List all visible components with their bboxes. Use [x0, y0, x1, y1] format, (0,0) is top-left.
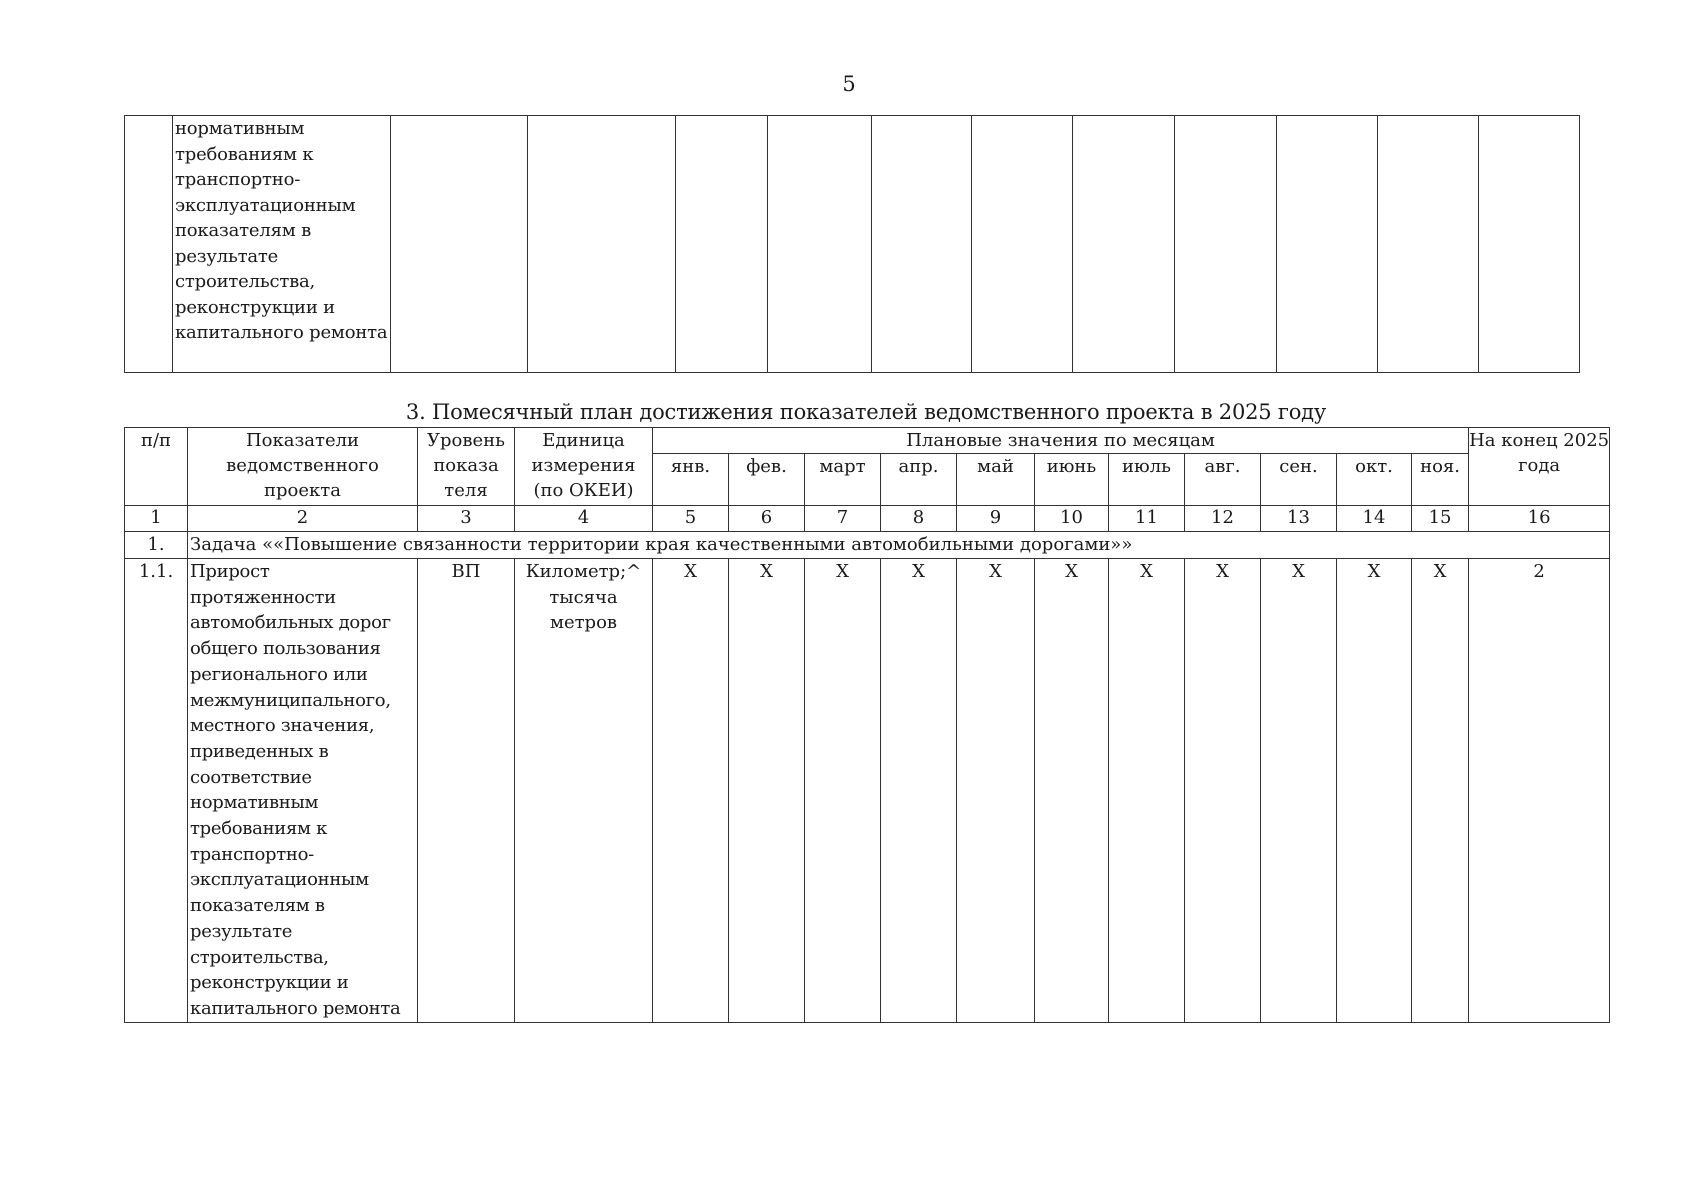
- row-year-end-value: 2: [1469, 559, 1610, 1023]
- row-month-value: X: [1035, 559, 1109, 1023]
- column-number: 5: [653, 506, 729, 532]
- row-month-value: X: [1185, 559, 1261, 1023]
- row-month-value: X: [1261, 559, 1337, 1023]
- continuation-empty-cell: [972, 116, 1073, 373]
- continuation-empty-cell: [676, 116, 768, 373]
- row-num: 1.1.: [125, 559, 188, 1023]
- continuation-empty-cell: [1378, 116, 1479, 373]
- column-number: 12: [1185, 506, 1261, 532]
- header-num: п/п: [125, 428, 188, 506]
- row-month-value: X: [805, 559, 881, 1023]
- row-month-value: X: [1337, 559, 1412, 1023]
- header-month: авг.: [1185, 454, 1261, 506]
- column-number: 15: [1412, 506, 1469, 532]
- header-month: июнь: [1035, 454, 1109, 506]
- header-month: март: [805, 454, 881, 506]
- header-month: окт.: [1337, 454, 1412, 506]
- row-month-value: X: [1109, 559, 1185, 1023]
- row-month-value: X: [729, 559, 805, 1023]
- header-month: ноя.: [1412, 454, 1469, 506]
- continuation-empty-cell: [1175, 116, 1277, 373]
- task-row: [125, 532, 1610, 559]
- continuation-table: [124, 115, 1580, 373]
- row-unit: Километр;^ тысяча метров: [515, 559, 653, 1023]
- column-number: 4: [515, 506, 653, 532]
- header-monthly-group: Плановые значения по месяцам: [653, 428, 1469, 454]
- header-month: июль: [1109, 454, 1185, 506]
- continuation-row: [125, 116, 1580, 373]
- column-number: 14: [1337, 506, 1412, 532]
- column-number: 8: [881, 506, 957, 532]
- column-number: 6: [729, 506, 805, 532]
- continuation-empty-cell: [768, 116, 872, 373]
- row-level: ВП: [418, 559, 515, 1023]
- header-month: апр.: [881, 454, 957, 506]
- continuation-empty-cell: [1073, 116, 1175, 373]
- section-title: 3. Помесячный план достижения показателей ведомственного проекта в 2025 году: [405, 400, 1327, 424]
- header-month: сен.: [1261, 454, 1337, 506]
- header-month: янв.: [653, 454, 729, 506]
- header-indicator: Показатели ведомственного проекта: [188, 428, 418, 506]
- column-number: 11: [1109, 506, 1185, 532]
- task-num: 1.: [125, 532, 188, 559]
- row-month-value: X: [881, 559, 957, 1023]
- column-number: 9: [957, 506, 1035, 532]
- continuation-indicator-cell: нормативным требованиям к транспортно-эксплуатационным показателям в результате строительства, реконструкции и капитального ремонта: [173, 116, 391, 373]
- continuation-empty-cell: [528, 116, 676, 373]
- header-month: фев.: [729, 454, 805, 506]
- column-number-row: [125, 506, 1610, 532]
- monthly-plan-table: [124, 427, 1610, 1023]
- row-indicator: Прирост протяженности автомобильных дорог общего пользования регионального или межмуниципального, местного значения, приведенных в соответствие нормативным требованиям к транспортно-эксплуатационным показателям в результате строительства, реконструкции и капитального ремонта: [188, 559, 418, 1023]
- header-month: май: [957, 454, 1035, 506]
- table-row: [125, 559, 1610, 1023]
- continuation-empty-cell: [872, 116, 972, 373]
- continuation-empty-cell: [1479, 116, 1580, 373]
- column-number: 2: [188, 506, 418, 532]
- column-number: 7: [805, 506, 881, 532]
- row-month-value: X: [653, 559, 729, 1023]
- header-row-primary: [125, 428, 1610, 454]
- column-number: 10: [1035, 506, 1109, 532]
- column-number: 1: [125, 506, 188, 532]
- header-unit: Единица измерения (по ОКЕИ): [515, 428, 653, 506]
- row-month-value: X: [1412, 559, 1469, 1023]
- page-number: 5: [842, 72, 856, 96]
- column-number: 13: [1261, 506, 1337, 532]
- header-level: Уровень показа теля: [418, 428, 515, 506]
- column-number: 16: [1469, 506, 1610, 532]
- task-text: Задача ««Повышение связанности территории края качественными автомобильными дорогами»»: [188, 532, 1610, 559]
- header-year-end: На конец 2025 года: [1469, 428, 1610, 506]
- continuation-empty-cell: [1277, 116, 1378, 373]
- continuation-empty-cell: [391, 116, 528, 373]
- row-month-value: X: [957, 559, 1035, 1023]
- column-number: 3: [418, 506, 515, 532]
- continuation-num-cell: [125, 116, 173, 373]
